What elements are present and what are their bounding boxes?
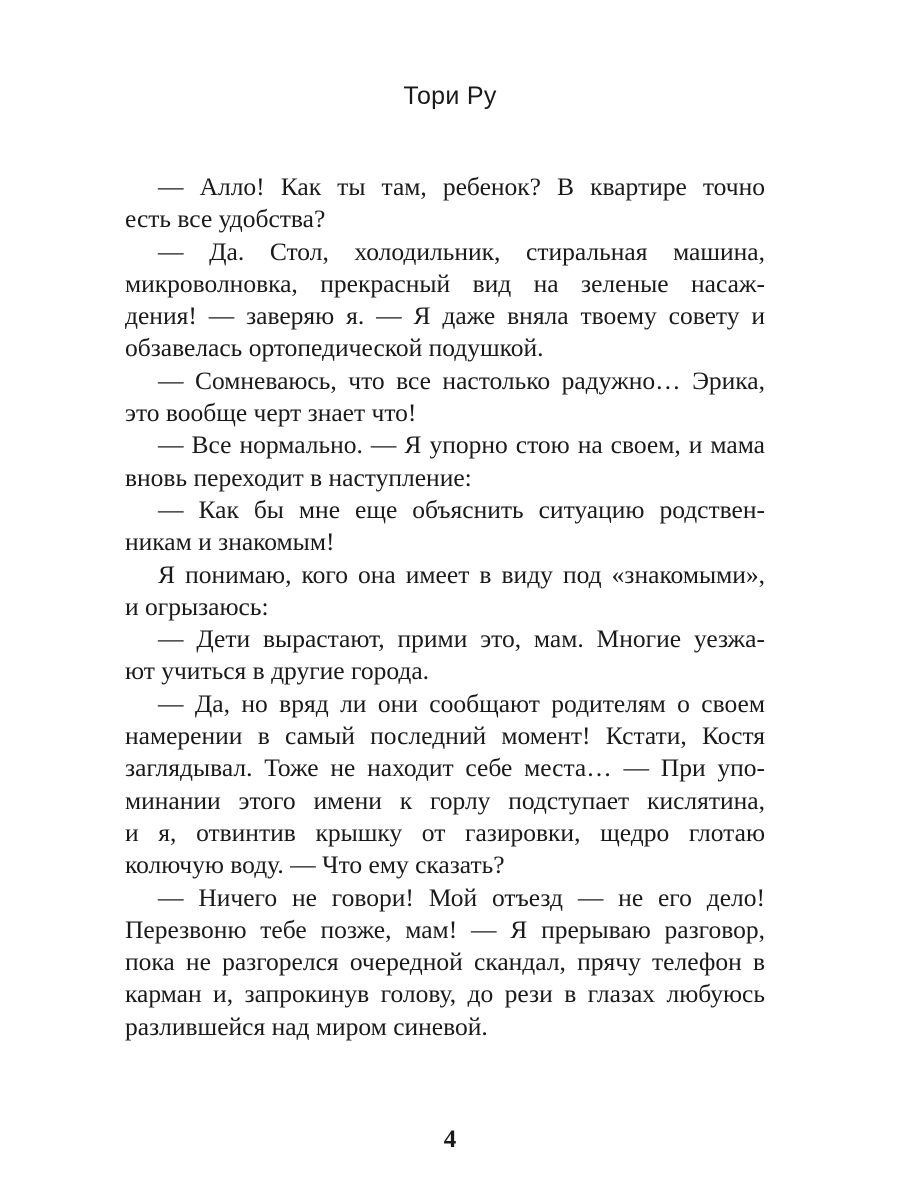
text-line: никам и знакомым! (125, 527, 335, 557)
text-line: вновь переходит в наступление: (125, 462, 472, 492)
text-line: микроволновка, прекрасный вид на зеленые насаж- (125, 268, 765, 298)
text-line: минании этого имени к горлу подступает кислятина, (125, 785, 765, 815)
text-line: — Алло! Как ты там, ребенок? В квартире точно (158, 172, 765, 201)
text-line: есть все удобства? (125, 204, 326, 234)
text-line: и я, отвинтив крышку от газировки, щедро глотаю (125, 817, 765, 847)
text-line: это вообще черт знает что! (125, 398, 417, 428)
text-line: и огрызаюсь: (125, 591, 269, 621)
text-line: карман и, запрокинув голову, до рези в глазах любуюсь (125, 979, 765, 1009)
page-number: 4 (443, 1126, 457, 1153)
text-line: колючую воду. — Что ему сказать? (125, 850, 505, 880)
body-text (125, 171, 765, 1043)
text-line: дения! — заверяю я. — Я даже вняла твоему совету и (125, 301, 765, 331)
text-line: — Все нормально. — Я упорно стою на своем, и мама (158, 430, 765, 460)
text-line: пока не разгорелся очередной скандал, прячу телефон в (125, 947, 765, 977)
text-line: — Как бы мне еще объяснить ситуацию родствен- (158, 494, 765, 524)
text-line: ют учиться в другие города. (125, 656, 430, 686)
text-line: разлившейся над миром синевой. (125, 1011, 488, 1041)
text-line: заглядывал. Тоже не находит себе места… — При упо- (125, 753, 765, 783)
text-line: — Дети вырастают, прими это, мам. Многие уезжа- (158, 624, 765, 654)
text-line: обзавелась ортопедической подушкой. (125, 333, 544, 363)
text-line: — Ничего не говори! Мой отъезд — не его дело! (158, 882, 765, 912)
text-line: — Да. Стол, холодильник, стиральная машина, (158, 236, 765, 266)
text-line: — Да, но вряд ли они сообщают родителям о своем (158, 688, 765, 718)
text-line: Перезвоню тебе позже, мам! — Я прерываю разговор, (125, 914, 765, 944)
running-title: Тори Ру (403, 82, 497, 110)
text-line: — Сомневаюсь, что все настолько радужно… Эрика, (158, 365, 765, 395)
text-line: Я понимаю, кого она имеет в виду под «знакомыми», (158, 559, 765, 589)
text-line: намерении в самый последний момент! Кстати, Костя (125, 721, 765, 751)
